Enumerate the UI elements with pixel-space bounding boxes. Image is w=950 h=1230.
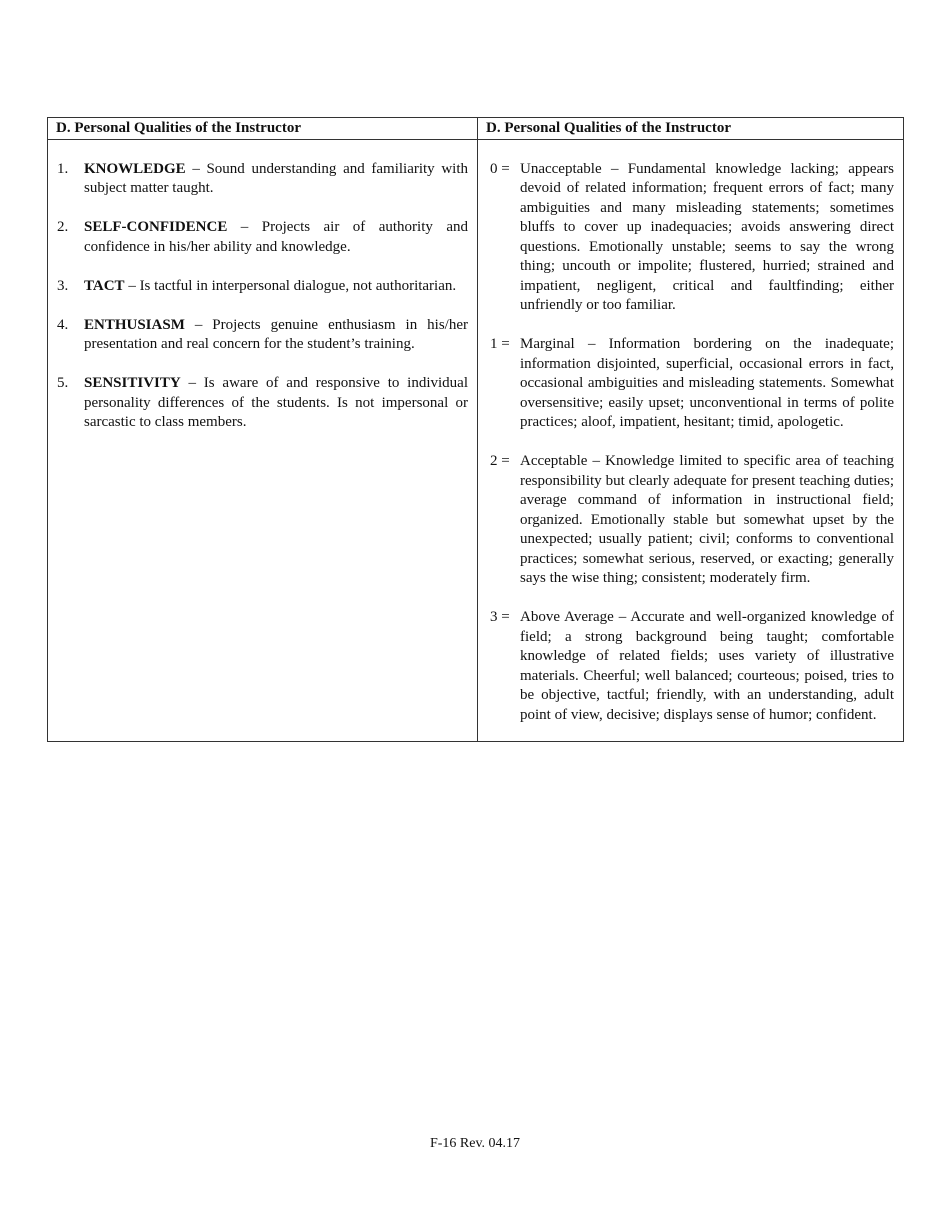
rating-description: Above Average – Accurate and well-organized knowledge of field; a strong background being taught; comfortable knowledge of related fields; uses variety of illustrative materials. Cheerful; well balanced; courteous; poised, tries to be objective, tactful; friendly, with an understanding, adult point of view, decisive; displays sense of humor; confident. xyxy=(520,609,894,723)
quality-item xyxy=(57,277,468,297)
quality-item xyxy=(57,316,468,355)
quality-number: 1. xyxy=(57,160,69,177)
quality-term: TACT xyxy=(84,277,125,294)
quality-term: KNOWLEDGE xyxy=(84,160,186,177)
rating-item xyxy=(490,335,894,433)
rating-description: Unacceptable – Fundamental knowledge lacking; appears devoid of related information; frequent errors of fact; many ambiguities and many misleading statements; sometimes bluffs to cover up inadequacies; avoids answering direct questions. Emotionally unstable; seems to say the wrong thing; uncouth or impolite; flustered, hurried; strained and impatient, negligent, critical and faultfinding; either unfriendly or too familiar. xyxy=(520,160,894,313)
rating-description: Marginal – Information bordering on the inadequate; information disjointed, superficial, occasional errors in fact, occasional ambiguities and misleading statements. Somewhat oversensitive; easily upset; unconventional in terms of polite practices; aloof, impatient, hesitant; timid, apologetic. xyxy=(520,336,894,430)
left-column-header: D. Personal Qualities of the Instructor xyxy=(48,118,478,140)
rating-item xyxy=(490,608,894,725)
quality-description: – Sound understanding and familiarity with subject matter taught. xyxy=(84,160,468,196)
quality-description: – Is tactful in interpersonal dialogue, not authoritarian. xyxy=(124,277,457,294)
quality-item xyxy=(57,218,468,257)
quality-term: ENTHUSIASM xyxy=(84,316,185,333)
rating-code: 0 = xyxy=(490,160,510,177)
quality-description: – Projects air of authority and confidence in his/her ability and knowledge. xyxy=(84,219,468,255)
ratings-cell xyxy=(478,139,904,742)
rating-code: 2 = xyxy=(490,453,510,469)
quality-number: 2. xyxy=(57,219,69,235)
quality-description: – Is aware of and responsive to individual personality differences of the students. Is not impersonal or sarcastic to class members. xyxy=(84,375,468,430)
qualities-cell xyxy=(48,139,478,742)
rating-code: 3 = xyxy=(490,609,510,625)
quality-number: 3. xyxy=(57,277,69,294)
quality-number: 5. xyxy=(57,375,69,391)
quality-item xyxy=(57,160,468,199)
quality-description: – Projects genuine enthusiasm in his/her presentation and real concern for the student’s training. xyxy=(84,316,468,352)
quality-term: SENSITIVITY xyxy=(84,375,181,391)
quality-item xyxy=(57,374,468,433)
rating-item xyxy=(490,452,894,589)
rating-code: 1 = xyxy=(490,336,510,352)
quality-term: SELF-CONFIDENCE xyxy=(84,219,228,235)
evaluation-table xyxy=(47,117,904,742)
right-column-header: D. Personal Qualities of the Instructor xyxy=(478,118,904,140)
rating-description: Acceptable – Knowledge limited to specific area of teaching responsibility but clearly adequate for present teaching duties; average command of information in instructional field; organized. Emotionally stable but somewhat upset by the unexpected; usually patient; civil; conforms to conventional practices; somewhat serious, reserved, or exacting; generally says the wise thing; consistent; moderately firm. xyxy=(520,453,894,586)
rating-item xyxy=(490,160,894,316)
quality-number: 4. xyxy=(57,316,69,333)
form-revision-footer: F-16 Rev. 04.17 xyxy=(429,1136,521,1151)
